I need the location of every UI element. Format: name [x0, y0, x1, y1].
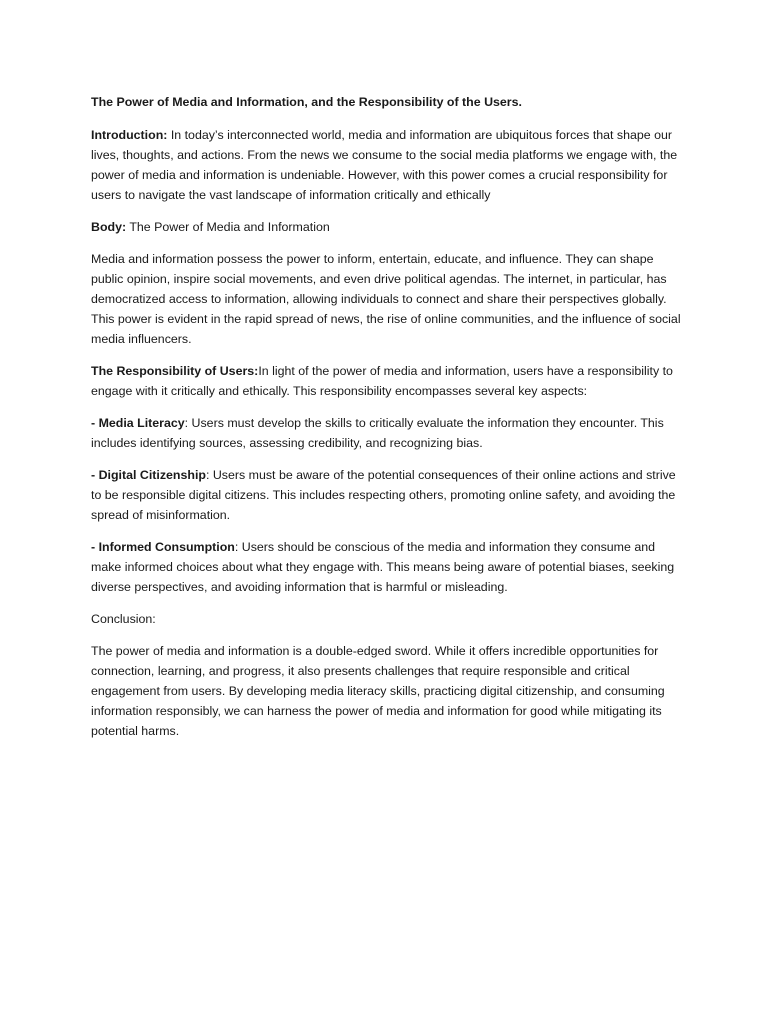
introduction-label: Introduction:: [91, 128, 168, 142]
responsibility-paragraph: [91, 361, 683, 401]
introduction-paragraph: [91, 125, 683, 205]
aspect-label: - Media Literacy: [91, 416, 185, 430]
introduction-text: In today’s interconnected world, media and information are ubiquitous forces that shape our lives, thoughts, and actions. From the news we consume to the social media platforms we engage with, the power of media and information is undeniable. However, with this power comes a crucial responsibility for users to navigate the vast landscape of information critically and ethically: [91, 128, 678, 202]
body-paragraph: [91, 217, 683, 237]
aspect-media-literacy: [91, 413, 683, 453]
aspect-informed-consumption: [91, 537, 683, 597]
aspect-text: : Users must develop the skills to critically evaluate the information they encounter. This includes identifying sources, assessing credibility, and recognizing bias.: [91, 416, 664, 450]
aspect-text: : Users must be aware of the potential consequences of their online actions and strive to be responsible digital citizens. This includes respecting others, promoting online safety, and avoiding the spread of misinformation.: [91, 468, 676, 522]
aspect-text: : Users should be conscious of the media and information they consume and make informed choices about what they engage with. This means being aware of potential biases, seeking diverse perspectives, and avoiding information that is harmful or misleading.: [91, 540, 675, 594]
body-label: Body:: [91, 220, 127, 234]
conclusion-heading: Conclusion:: [91, 612, 156, 626]
document-page: [91, 92, 683, 753]
document-title: The Power of Media and Information, and the Responsibility of the Users.: [91, 95, 522, 109]
aspect-label: - Digital Citizenship: [91, 468, 206, 482]
aspect-digital-citizenship: [91, 465, 683, 525]
power-paragraph: Media and information possess the power to inform, entertain, educate, and influence. They can shape public opinion, inspire social movements, and even drive political agendas. The internet, in particular, has democratized access to information, allowing individuals to connect and share their perspectives globally. This power is evident in the rapid spread of news, the rise of online communities, and the influence of social media influencers.: [91, 252, 681, 346]
responsibility-text: In light of the power of media and information, users have a responsibility to engage with it critically and ethically. This responsibility encompasses several key aspects:: [91, 364, 673, 398]
responsibility-label: The Responsibility of Users:: [91, 364, 259, 378]
conclusion-paragraph: The power of media and information is a double-edged sword. While it offers incredible opportunities for connection, learning, and progress, it also presents challenges that require responsible and critical engagement from users. By developing media literacy skills, practicing digital citizenship, and consuming information responsibly, we can harness the power of media and information for good while mitigating its potential harms.: [91, 644, 665, 738]
aspect-label: - Informed Consumption: [91, 540, 235, 554]
body-text: The Power of Media and Information: [126, 220, 330, 234]
